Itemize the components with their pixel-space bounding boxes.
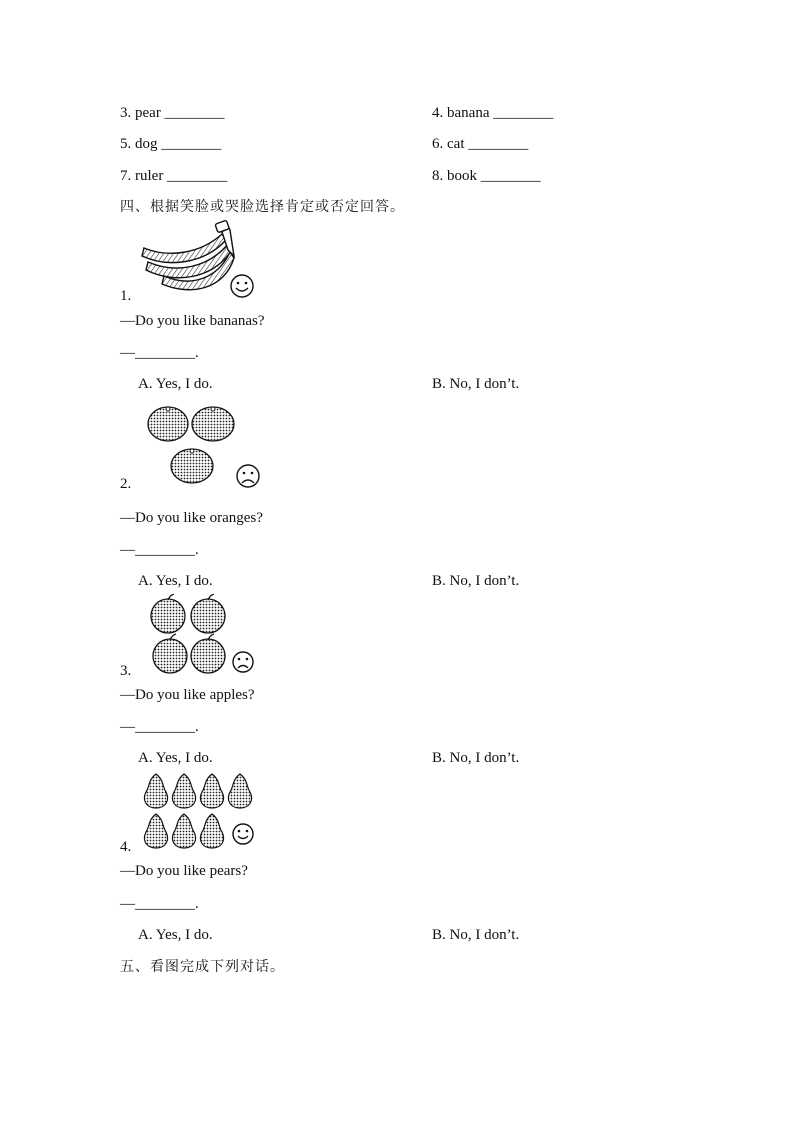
question-number-2: 2. [120,476,132,492]
answer-blank-3: —________. [120,719,199,735]
vocab-item-ruler: 7. ruler ________ [120,168,228,184]
answer-blank-4: —________. [120,896,199,912]
smile-face-icon [233,824,253,844]
option-b-2[interactable]: B. No, I don’t. [432,573,520,589]
section-4-heading: 四、根据笑脸或哭脸选择肯定或否定回答。 [120,199,405,215]
answer-blank-2: —________. [120,542,199,558]
pears-picture [140,770,260,852]
option-b-1[interactable]: B. No, I don’t. [432,376,520,392]
sad-face-icon [237,465,259,487]
question-text-1: —Do you like bananas? [120,313,265,329]
vocab-item-banana: 4. banana ________ [432,105,554,121]
question-text-2: —Do you like oranges? [120,510,263,526]
vocab-item-pear: 3. pear ________ [120,105,225,121]
vocab-item-cat: 6. cat ________ [432,136,529,152]
option-a-2[interactable]: A. Yes, I do. [138,573,213,589]
oranges-picture [144,402,268,492]
question-number-1: 1. [120,288,132,304]
option-a-4[interactable]: A. Yes, I do. [138,927,213,943]
question-text-4: —Do you like pears? [120,863,248,879]
option-b-4[interactable]: B. No, I don’t. [432,927,520,943]
bananas-picture [138,220,260,300]
question-text-3: —Do you like apples? [120,687,255,703]
question-number-4: 4. [120,839,132,855]
sad-face-icon [233,652,253,672]
option-b-3[interactable]: B. No, I don’t. [432,750,520,766]
section-5-heading: 五、看图完成下列对话。 [120,959,285,975]
vocab-item-book: 8. book ________ [432,168,541,184]
option-a-1[interactable]: A. Yes, I do. [138,376,213,392]
smile-face-icon [231,275,253,297]
apples-picture [148,594,260,678]
vocab-item-dog: 5. dog ________ [120,136,222,152]
answer-blank-1: —________. [120,345,199,361]
option-a-3[interactable]: A. Yes, I do. [138,750,213,766]
question-number-3: 3. [120,663,132,679]
